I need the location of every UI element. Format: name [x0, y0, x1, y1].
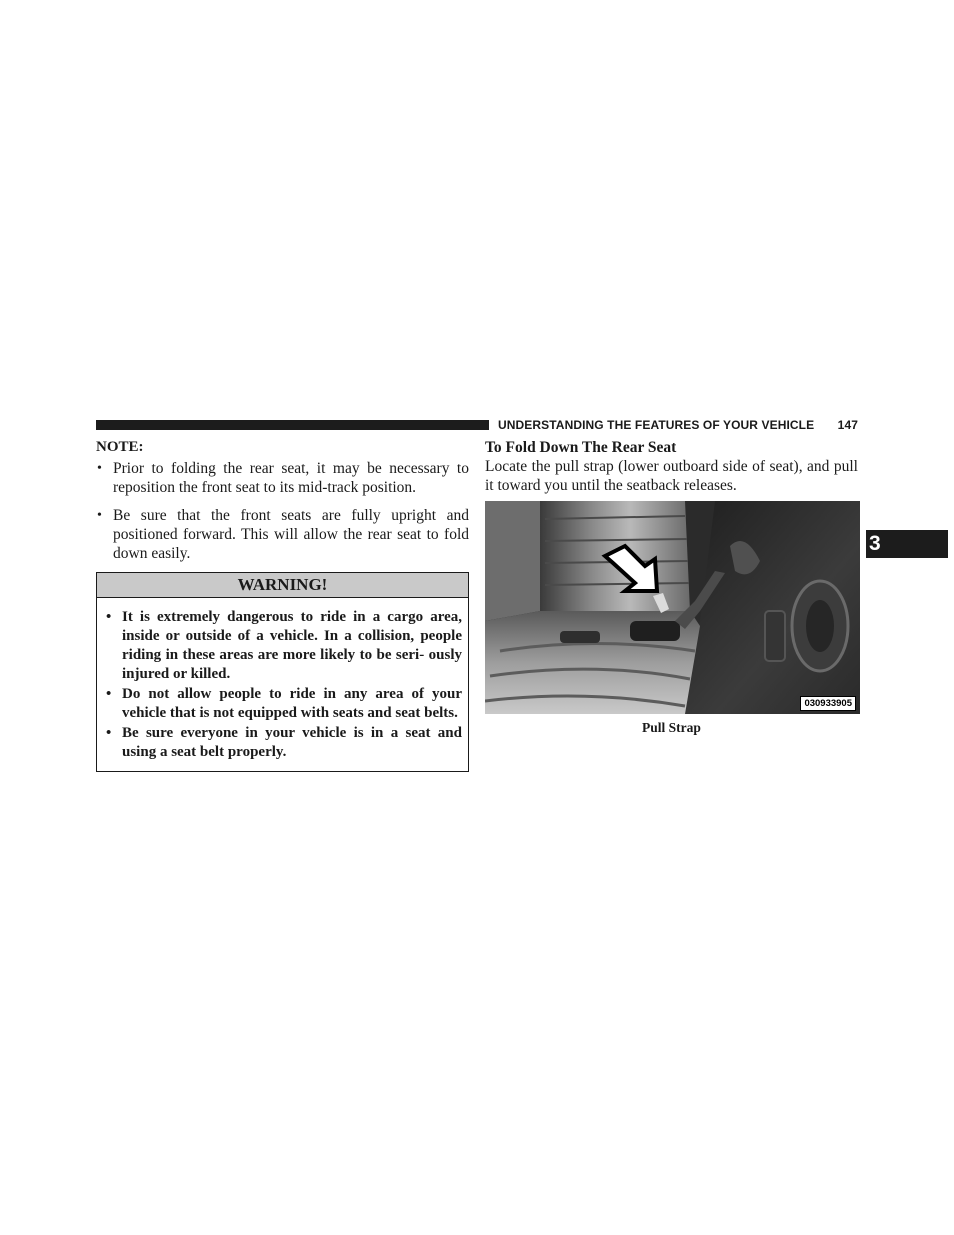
chapter-tab: 3: [866, 530, 948, 558]
header-rule: [96, 420, 489, 430]
note-list: [96, 459, 469, 563]
right-column: [485, 438, 858, 495]
note-item: • Prior to folding the rear seat, it may be necessary to reposition the front seat to its mid-track position.: [96, 459, 469, 497]
note-item: • Be sure that the front seats are fully upright and positioned forward. This will allow the rear seat to fold down easily.: [96, 506, 469, 563]
warning-box: [96, 572, 469, 772]
section-body: Locate the pull strap (lower outboard side of seat), and pull it toward you until the seatback releases.: [485, 458, 858, 494]
section-heading: To Fold Down The Rear Seat: [485, 439, 677, 456]
note-title: NOTE:: [96, 439, 144, 455]
figure-caption: Pull Strap: [642, 720, 701, 735]
rear-seat-drawing: [485, 501, 860, 714]
warning-title: WARNING!: [97, 573, 468, 598]
warning-item: • Be sure everyone in your vehicle is in a seat and using a seat belt properly.: [105, 724, 462, 762]
pull-strap-illustration: [485, 501, 860, 714]
running-header: [498, 418, 858, 432]
warning-item: • Do not allow people to ride in any area of your vehicle that is not equipped with seats and seat belts.: [105, 685, 462, 723]
warning-item: • It is extremely dangerous to ride in a cargo area, inside or outside of a vehicle. In a collision, people riding in these areas are more likely to be seri- ously injured or killed.: [105, 608, 462, 684]
header-section-title: UNDERSTANDING THE FEATURES OF YOUR VEHICLE: [498, 418, 815, 432]
left-column: [96, 438, 469, 772]
figure-id-label: 030933905: [800, 696, 856, 711]
warning-list: [97, 598, 468, 771]
page-number: 147: [837, 418, 858, 432]
